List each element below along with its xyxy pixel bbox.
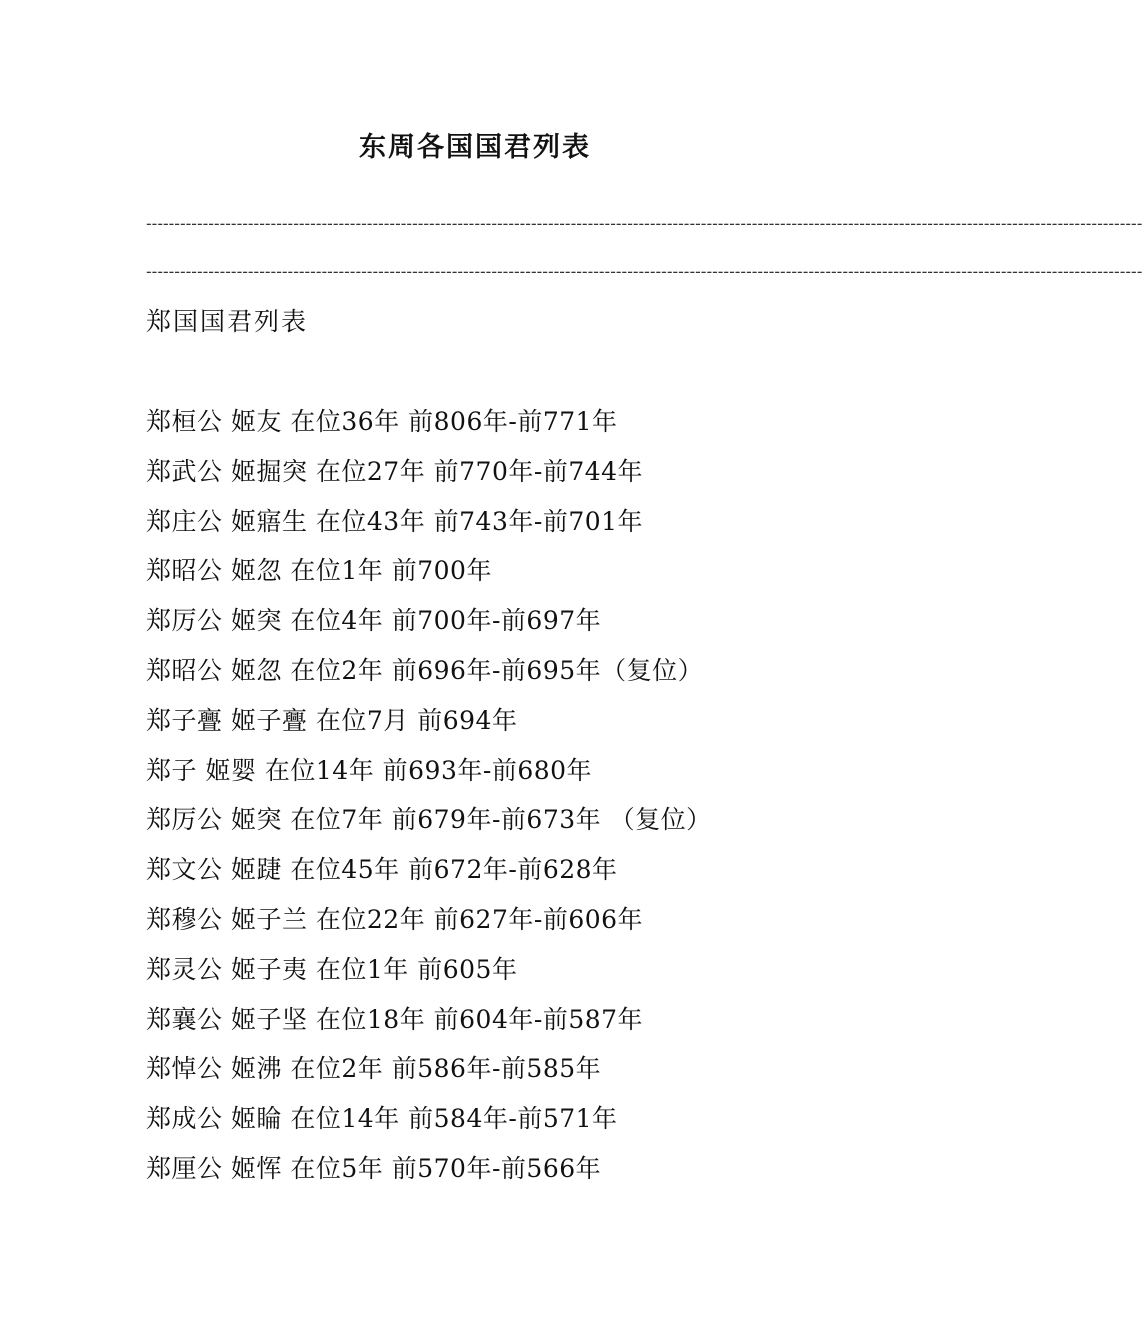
section-heading: 郑国国君列表 (146, 307, 309, 336)
list-item: 郑昭公 姬忽 在位1年 前700年 (146, 556, 492, 586)
document-title: 东周各国国君列表 (359, 132, 591, 163)
dashed-separator-line-continued: -------------------------------------------------------------------------------------------------------------------------------------------------------------------------------- (146, 262, 1142, 281)
list-item: 郑庄公 姬寤生 在位43年 前743年-前701年 (146, 506, 644, 536)
list-item: 郑厉公 姬突 在位4年 前700年-前697年 (146, 606, 602, 636)
list-item: 郑子亹 姬子亹 在位7月 前694年 (146, 705, 518, 735)
list-item: 郑文公 姬踕 在位45年 前672年-前628年 (146, 855, 618, 885)
list-item: 郑成公 姬睔 在位14年 前584年-前571年 (146, 1104, 618, 1134)
list-item: 郑悼公 姬沸 在位2年 前586年-前585年 (146, 1054, 602, 1084)
ruler-list (146, 400, 712, 1197)
dashed-separator-line: -------------------------------------------------------------------------------------------------------------------------------------------------------------------------------- (146, 214, 1142, 233)
list-item: 郑子 姬婴 在位14年 前693年-前680年 (146, 755, 593, 785)
list-item: 郑昭公 姬忽 在位2年 前696年-前695年（复位） (146, 655, 704, 685)
list-item: 郑灵公 姬子夷 在位1年 前605年 (146, 954, 518, 984)
list-item: 郑厘公 姬恽 在位5年 前570年-前566年 (146, 1153, 602, 1183)
list-item: 郑穆公 姬子兰 在位22年 前627年-前606年 (146, 904, 644, 934)
list-item: 郑襄公 姬子坚 在位18年 前604年-前587年 (146, 1004, 644, 1034)
list-item: 郑厉公 姬突 在位7年 前679年-前673年 （复位） (146, 805, 712, 835)
list-item: 郑武公 姬掘突 在位27年 前770年-前744年 (146, 456, 644, 486)
list-item: 郑桓公 姬友 在位36年 前806年-前771年 (146, 407, 618, 436)
